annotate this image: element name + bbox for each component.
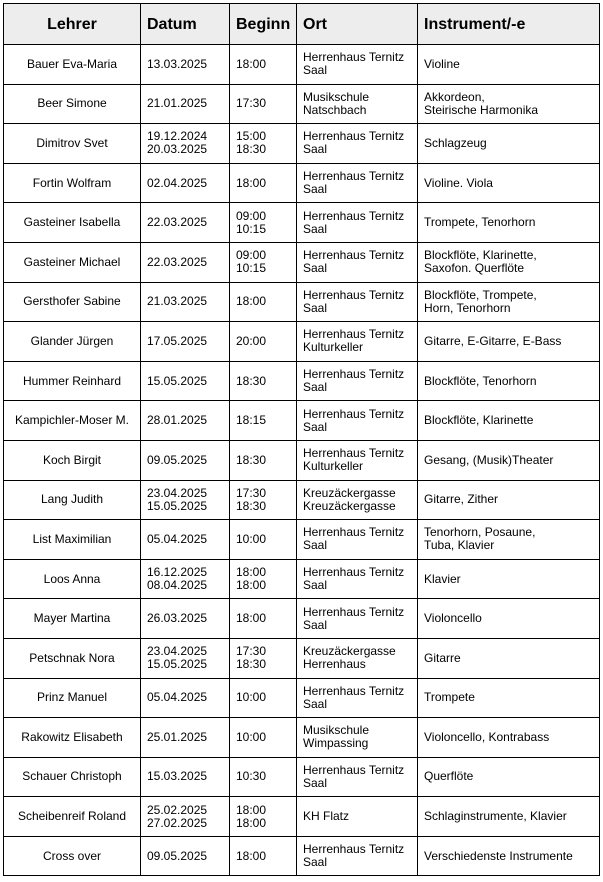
table-row (4, 480, 600, 520)
cell-date (141, 401, 230, 441)
cell-teacher: Gasteiner Isabella (4, 203, 141, 243)
cell-place (297, 361, 418, 401)
cell-place-line: Natschbach (303, 102, 367, 117)
cell-instrument-line: Blockflöte, Klarinette, (424, 248, 537, 263)
cell-teacher: Schauer Christoph (4, 757, 141, 797)
cell-date (141, 520, 230, 560)
cell-teacher: Loos Anna (4, 559, 141, 599)
table-row (4, 520, 600, 560)
cell-instrument (418, 559, 600, 599)
cell-time (230, 520, 297, 560)
cell-date (141, 718, 230, 758)
cell-date (141, 599, 230, 639)
cell-place-line: Herrenhaus Ternitz (303, 208, 405, 223)
cell-instrument (418, 203, 600, 243)
cell-date (141, 203, 230, 243)
cell-time (230, 638, 297, 678)
cell-date (141, 163, 230, 203)
cell-place-line: Herrenhaus Ternitz (303, 604, 405, 619)
cell-instrument-line: Steirische Harmonika (424, 102, 539, 117)
cell-time-line: 18:00 (236, 815, 267, 830)
cell-place-line: Herrenhaus Ternitz (303, 287, 405, 302)
cell-place (297, 282, 418, 322)
cell-time-line: 18:00 (236, 56, 267, 71)
cell-place-line: Saal (303, 419, 328, 434)
cell-time (230, 124, 297, 164)
cell-instrument (418, 520, 600, 560)
cell-time-line: 18:30 (236, 452, 267, 467)
cell-place-line: Kreuzäckergasse (303, 498, 396, 513)
cell-teacher: Fortin Wolfram (4, 163, 141, 203)
cell-time (230, 480, 297, 520)
table-row (4, 163, 600, 203)
cell-date-line: 08.04.2025 (147, 578, 208, 593)
cell-time (230, 757, 297, 797)
cell-time-line: 17:30 (236, 96, 267, 111)
cell-instrument-line: Violine. Viola (424, 175, 493, 190)
cell-time (230, 678, 297, 718)
cell-time-line: 10:30 (236, 769, 267, 784)
cell-place (297, 480, 418, 520)
cell-place-line: Herrenhaus Ternitz (303, 50, 405, 65)
cell-time-line: 18:00 (236, 848, 267, 863)
cell-instrument (418, 84, 600, 124)
cell-place-line: Herrenhaus Ternitz (303, 842, 405, 857)
cell-date-line: 15.05.2025 (147, 373, 208, 388)
cell-time-line: 18:00 (236, 175, 267, 190)
cell-date-line: 25.02.2025 (147, 802, 208, 817)
cell-date-line: 02.04.2025 (147, 175, 208, 190)
cell-place (297, 84, 418, 124)
cell-instrument (418, 282, 600, 322)
cell-date-line: 15.05.2025 (147, 498, 208, 513)
cell-instrument-line: Saxofon. Querflöte (424, 261, 525, 276)
cell-date-line: 22.03.2025 (147, 215, 208, 230)
cell-place-line: Saal (303, 221, 328, 236)
cell-date-line: 21.01.2025 (147, 96, 208, 111)
cell-instrument (418, 361, 600, 401)
cell-instrument (418, 836, 600, 876)
cell-date-line: 16.12.2025 (147, 565, 208, 580)
cell-place-line: Herrenhaus Ternitz (303, 327, 405, 342)
cell-time (230, 401, 297, 441)
cell-instrument-line: Trompete (424, 690, 475, 705)
cell-teacher: Rakowitz Elisabeth (4, 718, 141, 758)
cell-date (141, 440, 230, 480)
cell-teacher: Scheibenreif Roland (4, 797, 141, 837)
cell-date (141, 84, 230, 124)
cell-date (141, 124, 230, 164)
cell-date-line: 20.03.2025 (147, 142, 208, 157)
table-body (4, 45, 600, 876)
header-row (4, 4, 600, 45)
cell-instrument-line: Gitarre, E-Gitarre, E-Bass (424, 333, 562, 348)
cell-teacher: Dimitrov Svet (4, 124, 141, 164)
cell-place-line: Herrenhaus Ternitz (303, 367, 405, 382)
cell-time-line: 10:00 (236, 690, 267, 705)
cell-place (297, 678, 418, 718)
cell-place-line: Kulturkeller (303, 340, 364, 355)
cell-date-line: 15.05.2025 (147, 657, 208, 672)
cell-time-line: 18:00 (236, 611, 267, 626)
cell-place-line: Herrenhaus Ternitz (303, 525, 405, 540)
cell-date-line: 26.03.2025 (147, 611, 208, 626)
cell-place-line: Saal (303, 300, 328, 315)
cell-place-line: Herrenhaus Ternitz (303, 446, 405, 461)
cell-teacher: Koch Birgit (4, 440, 141, 480)
cell-instrument-line: Klavier (424, 571, 461, 586)
table-row (4, 282, 600, 322)
cell-time-line: 18:30 (236, 373, 267, 388)
schedule-table (3, 3, 600, 876)
cell-place-line: Herrenhaus Ternitz (303, 683, 405, 698)
cell-date (141, 797, 230, 837)
cell-place (297, 559, 418, 599)
cell-place-line: Herrenhaus Ternitz (303, 129, 405, 144)
cell-place (297, 322, 418, 362)
cell-date-line: 27.02.2025 (147, 815, 208, 830)
cell-date-line: 05.04.2025 (147, 531, 208, 546)
cell-instrument-line: Tenorhorn, Posaune, (424, 525, 536, 540)
cell-place (297, 718, 418, 758)
table-row (4, 124, 600, 164)
cell-date-line: 23.04.2025 (147, 644, 208, 659)
cell-date-line: 05.04.2025 (147, 690, 208, 705)
cell-time (230, 361, 297, 401)
header-place: Ort (297, 4, 418, 45)
table-row (4, 45, 600, 85)
cell-place (297, 163, 418, 203)
cell-instrument (418, 401, 600, 441)
table-row (4, 203, 600, 243)
cell-instrument (418, 163, 600, 203)
cell-time-line: 17:30 (236, 644, 267, 659)
cell-place-line: Kulturkeller (303, 459, 364, 474)
cell-time-line: 18:00 (236, 565, 267, 580)
cell-instrument-line: Gesang, (Musik)Theater (424, 452, 554, 467)
cell-place (297, 440, 418, 480)
cell-date-line: 17.05.2025 (147, 333, 208, 348)
cell-teacher: Mayer Martina (4, 599, 141, 639)
cell-place-line: Saal (303, 63, 328, 78)
cell-date-line: 19.12.2024 (147, 129, 208, 144)
cell-instrument (418, 797, 600, 837)
header-instrument: Instrument/-e (418, 4, 600, 45)
schedule-table-wrapper (3, 3, 600, 876)
cell-date (141, 45, 230, 85)
cell-instrument-line: Tuba, Klavier (424, 538, 495, 553)
table-row (4, 242, 600, 282)
cell-teacher: Beer Simone (4, 84, 141, 124)
cell-date (141, 480, 230, 520)
header-teacher: Lehrer (4, 4, 141, 45)
cell-date-line: 09.05.2025 (147, 452, 208, 467)
cell-place-line: Herrenhaus Ternitz (303, 762, 405, 777)
cell-instrument-line: Querflöte (424, 769, 474, 784)
cell-time-line: 09:00 (236, 208, 267, 223)
cell-time-line: 18:15 (236, 413, 267, 428)
cell-place (297, 797, 418, 837)
cell-instrument (418, 242, 600, 282)
cell-date (141, 361, 230, 401)
cell-time-line: 18:30 (236, 498, 267, 513)
cell-place-line: Herrenhaus Ternitz (303, 406, 405, 421)
cell-time (230, 559, 297, 599)
cell-place-line: Herrenhaus Ternitz (303, 565, 405, 580)
cell-time-line: 18:00 (236, 294, 267, 309)
cell-instrument-line: Gitarre, Zither (424, 492, 499, 507)
cell-place (297, 599, 418, 639)
cell-instrument (418, 757, 600, 797)
header-time: Beginn (230, 4, 297, 45)
cell-place-line: Saal (303, 617, 328, 632)
cell-instrument (418, 718, 600, 758)
cell-time-line: 18:30 (236, 142, 267, 157)
cell-date-line: 22.03.2025 (147, 254, 208, 269)
cell-instrument (418, 440, 600, 480)
cell-teacher: Cross over (4, 836, 141, 876)
cell-place (297, 836, 418, 876)
cell-instrument-line: Akkordeon, (424, 89, 485, 104)
cell-time (230, 282, 297, 322)
cell-place-line: KH Flatz (303, 809, 350, 824)
cell-place-line: Saal (303, 775, 328, 790)
cell-instrument-line: Schlagzeug (424, 135, 487, 150)
cell-time-line: 10:00 (236, 531, 267, 546)
cell-place-line: Kreuzäckergasse (303, 485, 396, 500)
cell-instrument (418, 124, 600, 164)
cell-time (230, 797, 297, 837)
cell-date-line: 09.05.2025 (147, 848, 208, 863)
cell-instrument (418, 322, 600, 362)
table-row (4, 757, 600, 797)
cell-instrument-line: Schlaginstrumente, Klavier (424, 809, 567, 824)
cell-time (230, 84, 297, 124)
cell-place (297, 45, 418, 85)
cell-place-line: Herrenhaus (303, 657, 366, 672)
cell-instrument-line: Violoncello (424, 611, 482, 626)
cell-time (230, 836, 297, 876)
cell-date (141, 836, 230, 876)
cell-instrument-line: Gitarre (424, 650, 461, 665)
table-row (4, 84, 600, 124)
cell-instrument-line: Violine (424, 56, 460, 71)
cell-date (141, 678, 230, 718)
table-row (4, 638, 600, 678)
cell-place (297, 203, 418, 243)
cell-instrument (418, 678, 600, 718)
table-row (4, 797, 600, 837)
cell-instrument (418, 45, 600, 85)
cell-instrument-line: Horn, Tenorhorn (424, 300, 511, 315)
table-row (4, 559, 600, 599)
cell-teacher: Lang Judith (4, 480, 141, 520)
cell-place-line: Saal (303, 538, 328, 553)
cell-instrument (418, 638, 600, 678)
cell-place-line: Kreuzäckergasse (303, 644, 396, 659)
cell-date (141, 322, 230, 362)
cell-teacher: Petschnak Nora (4, 638, 141, 678)
cell-instrument-line: Blockflöte, Trompete, (424, 287, 537, 302)
cell-place-line: Herrenhaus Ternitz (303, 169, 405, 184)
cell-place-line: Saal (303, 182, 328, 197)
cell-instrument-line: Blockflöte, Klarinette (424, 413, 534, 428)
cell-time (230, 599, 297, 639)
cell-time (230, 45, 297, 85)
cell-date-line: 15.03.2025 (147, 769, 208, 784)
cell-place (297, 757, 418, 797)
table-row (4, 599, 600, 639)
cell-time-line: 15:00 (236, 129, 267, 144)
cell-place-line: Saal (303, 261, 328, 276)
cell-date (141, 242, 230, 282)
cell-teacher: Gasteiner Michael (4, 242, 141, 282)
cell-time-line: 10:15 (236, 261, 267, 276)
cell-place-line: Saal (303, 142, 328, 157)
table-row (4, 401, 600, 441)
cell-time (230, 322, 297, 362)
cell-time (230, 163, 297, 203)
cell-date-line: 25.01.2025 (147, 729, 208, 744)
cell-place (297, 124, 418, 164)
cell-time-line: 18:30 (236, 657, 267, 672)
table-row (4, 322, 600, 362)
table-row (4, 836, 600, 876)
cell-place-line: Musikschule (303, 723, 370, 738)
table-row (4, 718, 600, 758)
cell-time-line: 17:30 (236, 485, 267, 500)
table-row (4, 440, 600, 480)
cell-time-line: 20:00 (236, 333, 267, 348)
cell-time (230, 440, 297, 480)
cell-instrument-line: Violoncello, Kontrabass (424, 729, 550, 744)
cell-teacher: List Maximilian (4, 520, 141, 560)
cell-teacher: Hummer Reinhard (4, 361, 141, 401)
cell-place (297, 520, 418, 560)
cell-teacher: Bauer Eva-Maria (4, 45, 141, 85)
cell-date-line: 13.03.2025 (147, 56, 208, 71)
cell-place (297, 401, 418, 441)
cell-place-line: Saal (303, 578, 328, 593)
header-date: Datum (141, 4, 230, 45)
cell-instrument-line: Verschiedenste Instrumente (424, 848, 573, 863)
cell-time-line: 09:00 (236, 248, 267, 263)
cell-instrument (418, 599, 600, 639)
cell-time-line: 10:00 (236, 729, 267, 744)
cell-date (141, 638, 230, 678)
cell-teacher: Kampichler-Moser M. (4, 401, 141, 441)
cell-time-line: 10:15 (236, 221, 267, 236)
table-row (4, 361, 600, 401)
cell-time-line: 18:00 (236, 578, 267, 593)
cell-place-line: Wimpassing (303, 736, 369, 751)
cell-time-line: 18:00 (236, 802, 267, 817)
cell-time (230, 242, 297, 282)
cell-time (230, 718, 297, 758)
cell-date-line: 28.01.2025 (147, 413, 208, 428)
cell-date (141, 757, 230, 797)
cell-place-line: Saal (303, 696, 328, 711)
cell-place-line: Saal (303, 855, 328, 870)
cell-instrument-line: Blockflöte, Tenorhorn (424, 373, 537, 388)
cell-teacher: Prinz Manuel (4, 678, 141, 718)
cell-time (230, 203, 297, 243)
cell-date (141, 282, 230, 322)
cell-place-line: Saal (303, 380, 328, 395)
cell-place (297, 242, 418, 282)
cell-place (297, 638, 418, 678)
cell-instrument-line: Trompete, Tenorhorn (424, 215, 536, 230)
cell-place-line: Herrenhaus Ternitz (303, 248, 405, 263)
cell-place-line: Musikschule (303, 89, 370, 104)
cell-teacher: Glander Jürgen (4, 322, 141, 362)
cell-date-line: 21.03.2025 (147, 294, 208, 309)
table-row (4, 678, 600, 718)
cell-teacher: Gersthofer Sabine (4, 282, 141, 322)
cell-date-line: 23.04.2025 (147, 485, 208, 500)
cell-date (141, 559, 230, 599)
cell-instrument (418, 480, 600, 520)
